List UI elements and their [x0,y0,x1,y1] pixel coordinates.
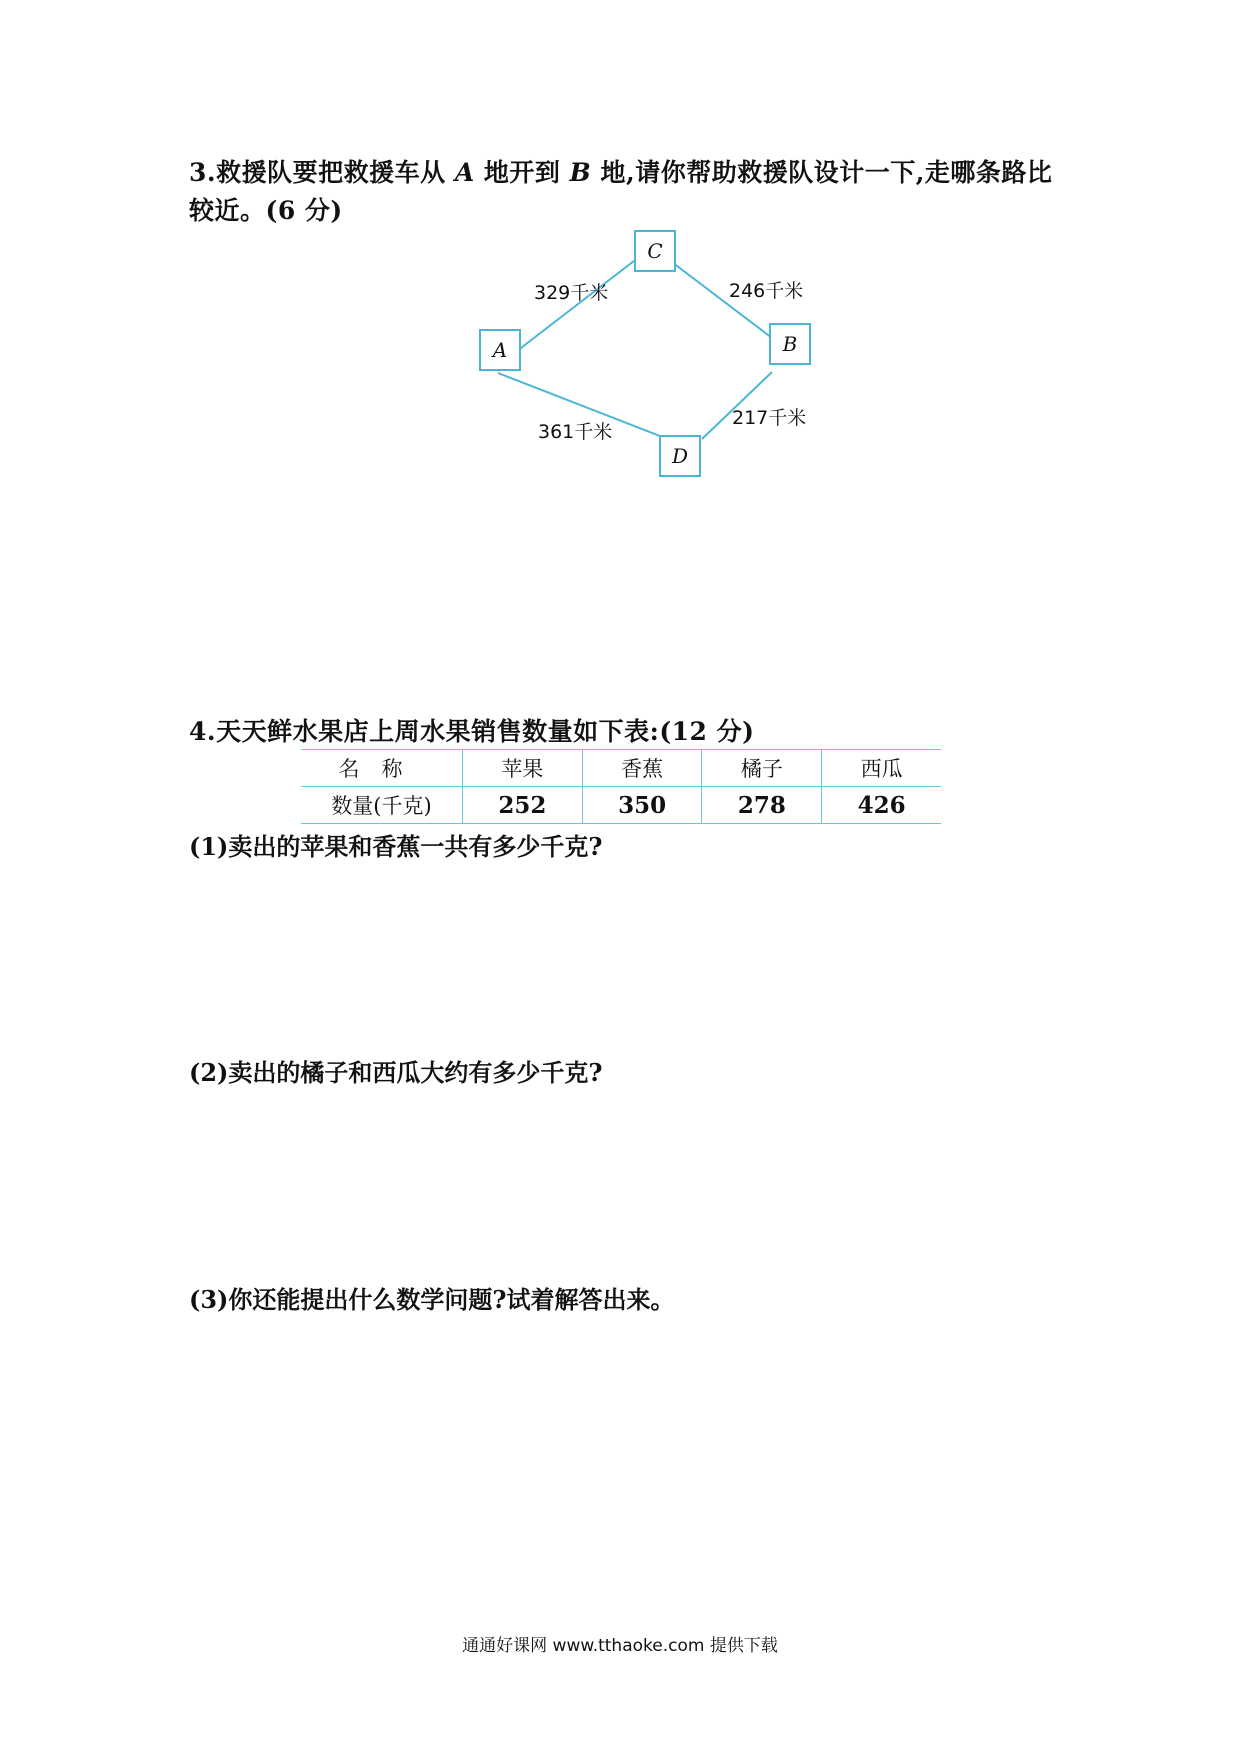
fruit-cell: 西瓜 [822,750,941,787]
quantity-cell: 252 [463,787,583,824]
node-a: A [479,329,521,371]
quantity-cell: 350 [582,787,702,824]
quantity-cell: 278 [702,787,822,824]
point-a-label: A [454,158,475,187]
table-quantity-row [301,787,941,824]
header-name-cell: 名称 [301,750,463,787]
question-3: 3.救援队要把救援车从 A 地开到 B 地,请你帮助救援队设计一下,走哪条路比较近。(6 分) [189,158,1053,225]
distance-c-b: 246千米 [729,280,804,302]
distance-d-b: 217千米 [732,407,807,429]
node-d: D [659,435,701,477]
fruit-sales-table [301,749,941,824]
sub-question-2: (2)卖出的橘子和西瓜大约有多少千克? [189,1058,603,1087]
table-header-row [301,750,941,787]
fruit-cell: 苹果 [463,750,583,787]
node-b: B [769,323,811,365]
route-diagram [470,225,830,485]
footer-credit: 通通好课网 www.tthaoke.com 提供下载 [462,1636,778,1656]
point-b-label: B [569,158,592,187]
distance-a-d: 361千米 [538,421,613,443]
distance-a-c: 329千米 [534,282,609,304]
quantity-label-cell: 数量(千克) [301,787,463,824]
fruit-cell: 香蕉 [582,750,702,787]
quantity-cell: 426 [822,787,941,824]
question-4: 4.天天鲜水果店上周水果销售数量如下表:(12 分) [189,717,755,746]
sub-question-1: (1)卖出的苹果和香蕉一共有多少千克? [189,832,603,861]
sub-question-3: (3)你还能提出什么数学问题?试着解答出来。 [189,1285,675,1314]
node-c: C [634,230,676,272]
fruit-cell: 橘子 [702,750,822,787]
